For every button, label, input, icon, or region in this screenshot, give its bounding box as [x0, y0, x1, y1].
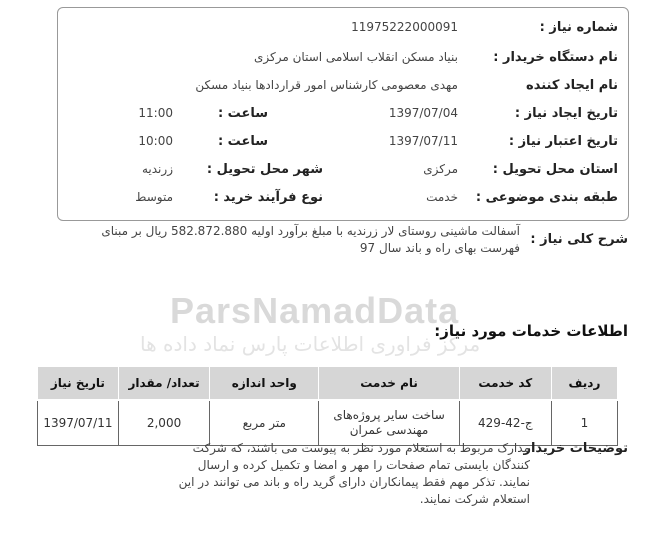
- category: خدمت: [426, 190, 458, 204]
- creator-label: نام ایجاد کننده: [526, 78, 618, 93]
- validity-time-label: ساعت :: [217, 134, 268, 149]
- created-time: 11:00: [138, 106, 173, 120]
- tender-number-label: شماره نیاز :: [539, 20, 618, 35]
- category-label: طبقه بندی موضوعی :: [475, 190, 618, 205]
- header-need-date: تاریخ نیاز: [38, 367, 119, 401]
- header-service-name: نام خدمت: [319, 367, 460, 401]
- services-section-title: اطلاعات خدمات مورد نیاز:: [434, 322, 628, 340]
- table-row: [38, 400, 618, 446]
- delivery-province-label: استان محل تحویل :: [492, 162, 618, 177]
- tender-info-box: [57, 7, 629, 221]
- header-unit: واحد اندازه: [210, 367, 319, 401]
- buyer-org-label: نام دستگاه خریدار :: [493, 50, 618, 65]
- created-date-label: تاریخ ایجاد نیاز :: [514, 106, 618, 121]
- cell-service-name: ساخت سایر پروژه‌های مهندسی عمران: [319, 400, 460, 446]
- header-service-code: کد خدمت: [459, 367, 551, 401]
- buyer-org: بنیاد مسکن انقلاب اسلامی استان مرکزی: [254, 50, 458, 64]
- services-table-header: [38, 367, 618, 401]
- delivery-city-label: شهر محل تحویل :: [206, 162, 323, 177]
- description-label: شرح کلی نیاز :: [530, 232, 628, 247]
- purchase-process: متوسط: [135, 190, 173, 204]
- watermark-tagline: مرکز فراوری اطلاعات پارس نماد داده ها: [140, 332, 481, 356]
- created-date: 1397/07/04: [388, 106, 458, 120]
- services-table: [37, 366, 618, 446]
- validity-time: 10:00: [138, 134, 173, 148]
- creator: مهدی معصومی کارشناس امور قراردادها بنیاد مسکن: [195, 78, 458, 92]
- cell-row-number: 1: [551, 400, 617, 446]
- cell-quantity: 2,000: [118, 400, 210, 446]
- tender-number: 11975222000091: [351, 20, 458, 34]
- cell-need-date: 1397/07/11: [38, 400, 119, 446]
- header-row-number: ردیف: [551, 367, 617, 401]
- delivery-city: زرندیه: [141, 162, 173, 176]
- validity-date: 1397/07/11: [388, 134, 458, 148]
- buyer-notes-label: توضیحات خریدار: [523, 441, 628, 456]
- created-time-label: ساعت :: [217, 106, 268, 121]
- buyer-notes-text: مدارک مربوط به استعلام مورد نظر به پیوست می باشند، که شرکت کنندگان بایستی تمام صفحات را مهر و امضا و تکمیل کرده و ارسال نمایند. تذکر مهم فقط پیمانکاران دارای گرید راه و باند می توانند در این استعلام شرکت نمایند.: [178, 441, 530, 506]
- watermark-brand: ParsNamadData: [170, 290, 460, 331]
- cell-service-code: ج-42-429: [459, 400, 551, 446]
- description-text: آسفالت ماشینی روستای لار زرندیه با مبلغ برآورد اولیه 582.872.880 ریال بر مبنای فهرست بهای راه و باند سال 97: [101, 224, 520, 255]
- cell-unit: متر مربع: [210, 400, 319, 446]
- purchase-process-label: نوع فرآیند خرید :: [213, 190, 323, 205]
- header-quantity: تعداد/ مقدار: [118, 367, 210, 401]
- delivery-province: مرکزی: [423, 162, 458, 176]
- validity-date-label: تاریخ اعتبار نیاز :: [508, 134, 618, 149]
